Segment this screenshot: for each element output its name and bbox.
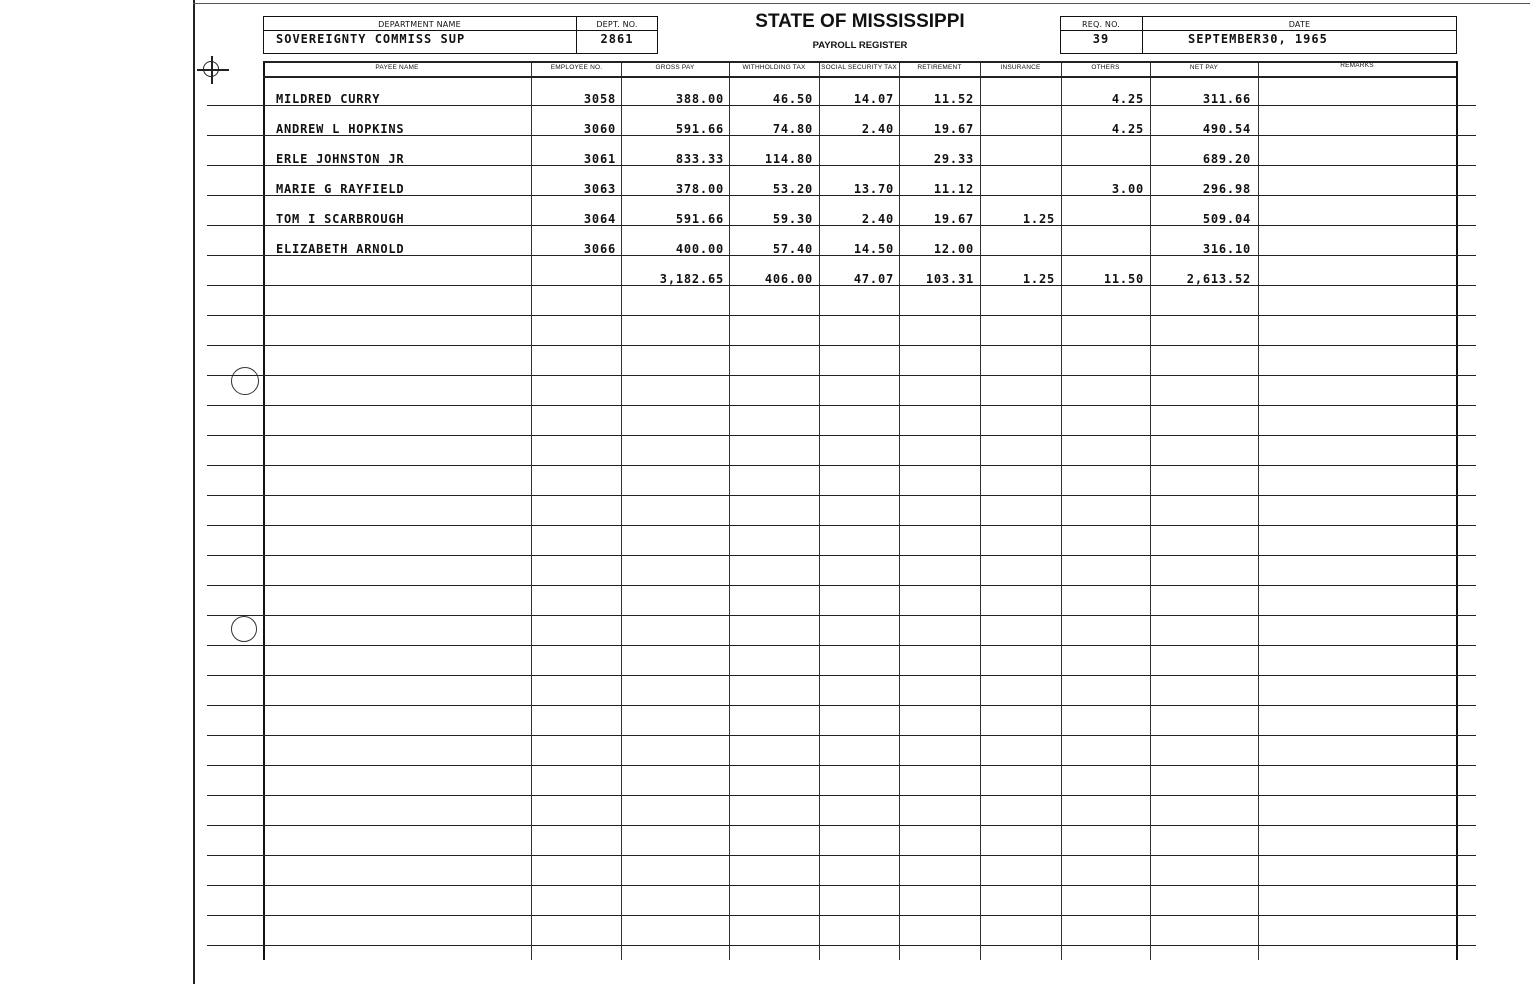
net-pay: 316.10 — [1202, 242, 1251, 256]
col-header-gross: GROSS PAY — [655, 64, 695, 71]
employee-no: 3064 — [583, 212, 616, 226]
col-header-withholding: WITHHOLDING TAX — [742, 64, 806, 71]
gross-pay: 591.66 — [675, 122, 724, 136]
employee-no: 3066 — [583, 242, 616, 256]
withholding-tax: 46.50 — [772, 92, 813, 106]
col-header-payee: PAYEE NAME — [375, 64, 419, 71]
withholding-tax: 57.40 — [772, 242, 813, 256]
grid-row-rule — [207, 315, 1476, 316]
total-insurance: 1.25 — [1022, 272, 1055, 286]
grid-row-rule — [207, 405, 1476, 406]
total-gross-pay: 3,182.65 — [659, 272, 724, 286]
payee-name: ERLE JOHNSTON JR — [276, 152, 405, 166]
others: 4.25 — [1111, 92, 1144, 106]
department-name-label: DEPARTMENT NAME — [378, 20, 461, 29]
gross-pay: 833.33 — [675, 152, 724, 166]
grid-row-rule — [207, 855, 1476, 856]
gross-pay: 378.00 — [675, 182, 724, 196]
grid-header-rule — [263, 61, 1456, 63]
registration-mark-circle — [203, 61, 219, 77]
retirement: 12.00 — [933, 242, 974, 256]
social-security-tax: 14.07 — [853, 92, 894, 106]
total-retirement: 103.31 — [925, 272, 974, 286]
retirement: 19.67 — [933, 122, 974, 136]
others: 3.00 — [1111, 182, 1144, 196]
gross-pay: 591.66 — [675, 212, 724, 226]
retirement: 19.67 — [933, 212, 974, 226]
col-header-employee-no: EMPLOYEE NO. — [550, 64, 603, 71]
grid-row-rule — [207, 645, 1476, 646]
gross-pay: 400.00 — [675, 242, 724, 256]
employee-no: 3060 — [583, 122, 616, 136]
total-withholding-tax: 406.00 — [764, 272, 813, 286]
employee-no: 3058 — [583, 92, 616, 106]
retirement: 11.12 — [933, 182, 974, 196]
col-header-others: OTHERS — [1091, 64, 1120, 71]
date-label: DATE — [1288, 20, 1311, 29]
punch-hole-top — [231, 367, 259, 395]
grid-row-rule — [207, 615, 1476, 616]
document-subtitle: PAYROLL REGISTER — [812, 40, 908, 51]
gross-pay: 388.00 — [675, 92, 724, 106]
grid-row-rule — [207, 825, 1476, 826]
col-header-remarks: REMARKS — [1340, 62, 1374, 69]
withholding-tax: 59.30 — [772, 212, 813, 226]
social-security-tax: 2.40 — [861, 212, 894, 226]
payee-name: MARIE G RAYFIELD — [276, 182, 405, 196]
grid-row-rule — [207, 885, 1476, 886]
payee-name: ELIZABETH ARNOLD — [276, 242, 405, 256]
dept-no-label: DEPT. NO. — [596, 20, 638, 29]
grid-row-rule — [207, 795, 1476, 796]
document-title: STATE OF MISSISSIPPI — [755, 11, 965, 32]
grid-row-rule — [207, 345, 1476, 346]
withholding-tax: 53.20 — [772, 182, 813, 196]
col-header-retirement: RETIREMENT — [917, 64, 962, 71]
total-others: 11.50 — [1103, 272, 1144, 286]
grid-row-rule — [207, 555, 1476, 556]
grid-row-rule — [207, 945, 1476, 946]
col-header-insurance: INSURANCE — [1000, 64, 1041, 71]
withholding-tax: 114.80 — [764, 152, 813, 166]
date-value: SEPTEMBER30, 1965 — [1188, 32, 1328, 46]
total-social-security-tax: 47.07 — [853, 272, 894, 286]
net-pay: 509.04 — [1202, 212, 1251, 226]
dept-no-value: 2861 — [600, 32, 634, 46]
social-security-tax: 2.40 — [861, 122, 894, 136]
total-net-pay: 2,613.52 — [1186, 272, 1251, 286]
grid-header-rule — [263, 76, 1456, 78]
req-no-label: REQ. NO. — [1081, 20, 1121, 29]
net-pay: 296.98 — [1202, 182, 1251, 196]
grid-row-rule — [207, 915, 1476, 916]
grid-row-rule — [207, 675, 1476, 676]
employee-no: 3061 — [583, 152, 616, 166]
social-security-tax: 14.50 — [853, 242, 894, 256]
req-no-value: 39 — [1092, 32, 1110, 46]
grid-row-rule — [207, 735, 1476, 736]
col-header-net: NET PAY — [1189, 64, 1219, 71]
department-name-value: SOVEREIGNTY COMMISS SUP — [276, 32, 466, 46]
grid-row-rule — [207, 585, 1476, 586]
grid-row-rule — [207, 465, 1476, 466]
withholding-tax: 74.80 — [772, 122, 813, 136]
retirement: 11.52 — [933, 92, 974, 106]
col-header-social-security: SOCIAL SECURITY TAX — [821, 64, 897, 71]
sheet-left-edge — [193, 0, 195, 984]
others: 4.25 — [1111, 122, 1144, 136]
sheet-top-edge — [193, 3, 1530, 4]
net-pay: 490.54 — [1202, 122, 1251, 136]
net-pay: 311.66 — [1202, 92, 1251, 106]
department-label-rule — [263, 30, 658, 31]
payee-name: TOM I SCARBROUGH — [276, 212, 405, 226]
grid-row-rule — [207, 375, 1476, 376]
payee-name: ANDREW L HOPKINS — [276, 122, 405, 136]
grid-row-rule — [207, 495, 1476, 496]
grid-row-rule — [207, 525, 1476, 526]
punch-hole-middle — [231, 616, 257, 642]
social-security-tax: 13.70 — [853, 182, 894, 196]
req-date-label-rule — [1060, 30, 1457, 31]
grid-row-rule — [207, 765, 1476, 766]
insurance: 1.25 — [1022, 212, 1055, 226]
retirement: 29.33 — [933, 152, 974, 166]
payee-name: MILDRED CURRY — [276, 92, 381, 106]
employee-no: 3063 — [583, 182, 616, 196]
grid-row-rule — [207, 435, 1476, 436]
net-pay: 689.20 — [1202, 152, 1251, 166]
grid-row-rule — [207, 705, 1476, 706]
